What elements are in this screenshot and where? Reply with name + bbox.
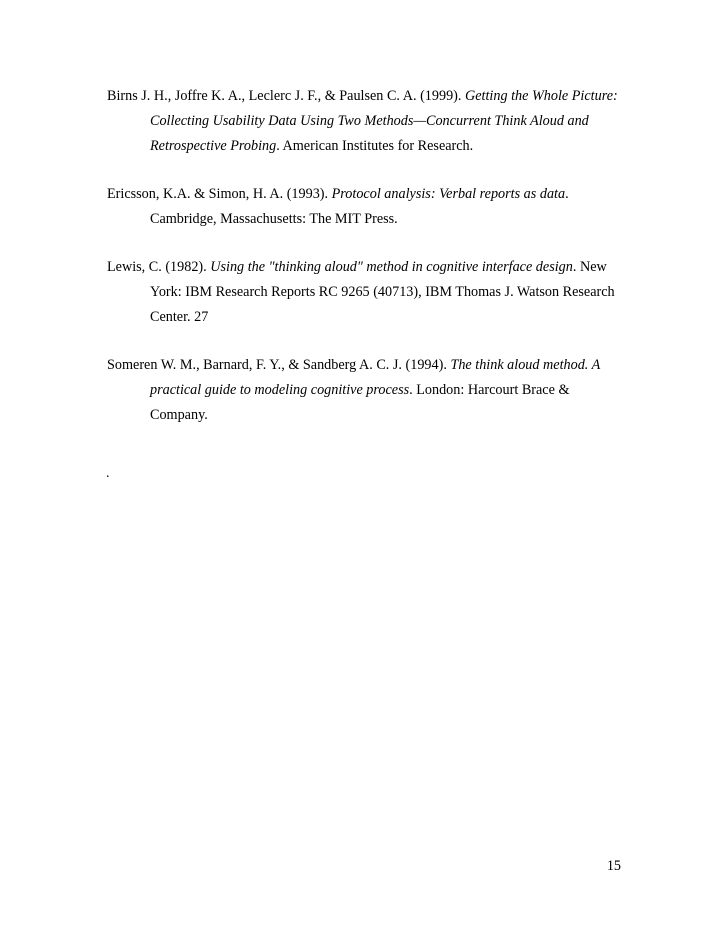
stray-period: . (106, 466, 110, 481)
reference-title: Using the "thinking aloud" method in cognitive interface design (210, 259, 573, 275)
page-number: 15 (606, 858, 621, 874)
reference-entry (107, 84, 627, 159)
reference-publisher: . New York: IBM Research Reports RC 9265 (40713), IBM Thomas J. Watson Research Center. 27 (150, 259, 615, 325)
reference-authors: Birns J. H., Joffre K. A., Leclerc J. F., & Paulsen C. A. (1999). (107, 88, 465, 104)
reference-list (107, 84, 627, 451)
reference-authors: Lewis, C. (1982). (107, 259, 211, 275)
reference-title: Protocol analysis: Verbal reports as data (331, 186, 566, 202)
reference-authors: Someren W. M., Barnard, F. Y., & Sandberg A. C. J. (1994). (107, 357, 451, 373)
reference-publisher: . Cambridge, Massachusetts: The MIT Press. (150, 186, 569, 227)
reference-title: Getting the Whole Picture: Collecting Usability Data Using Two Methods—Concurrent Think Aloud and Retrospective Probing (150, 88, 618, 154)
reference-title: The think aloud method. A practical guide to modeling cognitive process (150, 357, 601, 398)
reference-entry (107, 182, 627, 232)
reference-entry (107, 255, 627, 330)
reference-publisher: . London: Harcourt Brace & Company. (150, 382, 570, 423)
reference-authors: Ericsson, K.A. & Simon, H. A. (1993). (107, 186, 332, 202)
reference-publisher: . American Institutes for Research. (276, 138, 474, 154)
reference-entry (107, 353, 627, 428)
